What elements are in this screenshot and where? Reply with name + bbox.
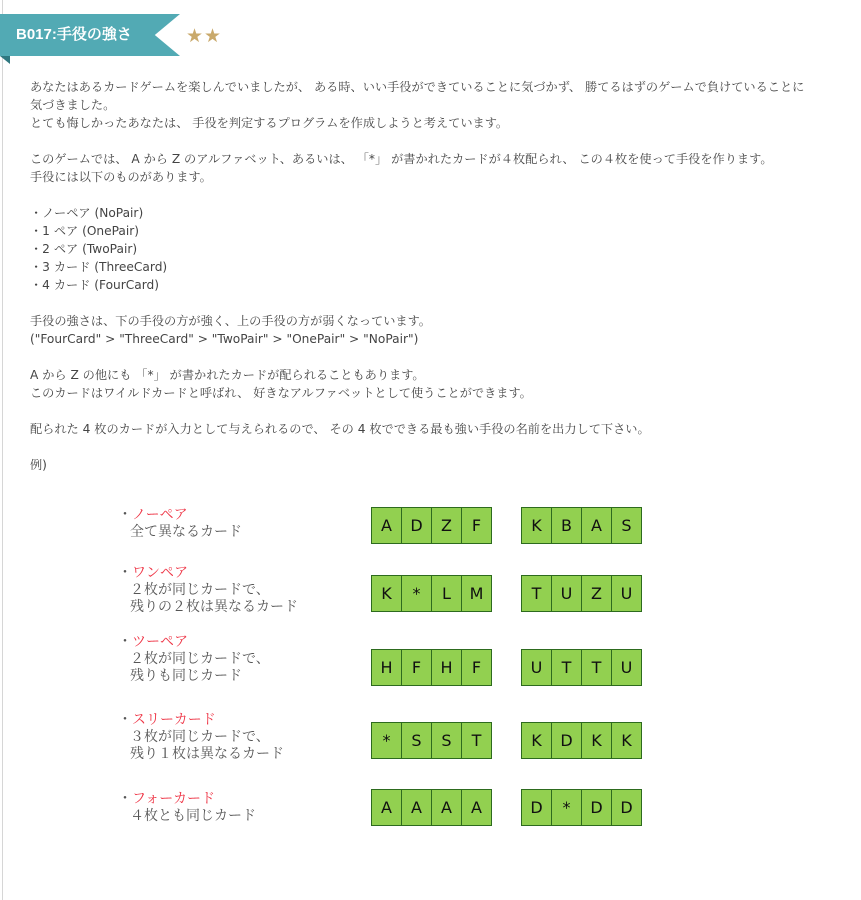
bullet: ・ (118, 634, 132, 650)
card: K (522, 723, 552, 758)
hand-description: 残りも同じカード (130, 668, 242, 684)
ribbon-fold (0, 56, 10, 64)
statement-line: あなたはあるカードゲームを楽しんでいましたが、 ある時、いい手役ができていることに気づかず、 勝てるはずのゲームで負けていることに (30, 80, 805, 94)
problem-statement (30, 78, 840, 474)
card: F (462, 650, 491, 685)
hand-name-line (118, 565, 298, 582)
card: * (402, 576, 432, 611)
statement-line: ・ノーペア (NoPair) (30, 206, 144, 220)
card: S (432, 723, 462, 758)
card-hand (521, 507, 642, 544)
paragraph-gap (30, 402, 840, 420)
card: K (372, 576, 402, 611)
card-hand (521, 649, 642, 686)
hand-description: ２枚が同じカードで、 (130, 651, 270, 667)
statement-line: 例) (30, 458, 47, 472)
card: T (462, 723, 491, 758)
difficulty-stars-icon: ★★ (186, 25, 223, 47)
hand-name: ノーペア (132, 507, 188, 523)
card: S (612, 508, 641, 543)
hand-description: 残り１枚は異なるカード (130, 746, 284, 762)
hand-name-line (118, 712, 284, 729)
card: A (402, 790, 432, 825)
statement-line: A から Z の他にも 「*」 が書かれたカードが配られることもあります。 (30, 368, 425, 382)
card-hand (371, 575, 492, 612)
card-hand (371, 649, 492, 686)
card: Z (432, 508, 462, 543)
paragraph-gap (30, 132, 840, 150)
card: S (402, 723, 432, 758)
card: A (582, 508, 612, 543)
statement-line: ・4 カード (FourCard) (30, 278, 160, 292)
card: U (612, 650, 641, 685)
hand-description: ２枚が同じカードで、 (130, 582, 270, 598)
page-title: B017:手役の強さ (16, 26, 132, 43)
card: D (612, 790, 641, 825)
card: A (372, 790, 402, 825)
bullet: ・ (118, 565, 132, 581)
hand-name: フォーカード (132, 791, 216, 807)
card: K (522, 508, 552, 543)
statement-line: とても悔しかったあなたは、 手役を判定するプログラムを作成しようと考えています。 (30, 116, 509, 130)
statement-line: 配られた 4 枚のカードが入力として与えられるので、 その 4 枚でできる最も強い手役の名前を出力して下さい。 (30, 422, 650, 436)
hand-name: ツーペア (132, 634, 188, 650)
card: L (432, 576, 462, 611)
card: H (372, 650, 402, 685)
card: T (522, 576, 552, 611)
card: * (372, 723, 402, 758)
card-hand (521, 789, 642, 826)
card: B (552, 508, 582, 543)
card: U (522, 650, 552, 685)
hand-label (118, 507, 242, 541)
statement-line: 手役の強さは、下の手役の方が強く、上の手役の方が弱くなっています。 (30, 314, 431, 328)
hand-label (118, 791, 256, 825)
card: D (552, 723, 582, 758)
left-border (2, 0, 3, 900)
card-hand (521, 722, 642, 759)
statement-line: ・3 カード (ThreeCard) (30, 260, 168, 274)
hand-label (118, 565, 298, 616)
paragraph-gap (30, 294, 840, 312)
card: M (462, 576, 491, 611)
statement-line: 手役には以下のものがあります。 (30, 170, 212, 184)
card: K (582, 723, 612, 758)
hand-description: ４枚とも同じカード (130, 808, 256, 824)
hand-description: 全て異なるカード (130, 524, 242, 540)
card: K (612, 723, 641, 758)
card: D (582, 790, 612, 825)
card: F (402, 650, 432, 685)
bullet: ・ (118, 507, 132, 523)
statement-line: ("FourCard" > "ThreeCard" > "TwoPair" > "OnePair" > "NoPair") (30, 332, 419, 346)
statement-line: このカードはワイルドカードと呼ばれ、 好きなアルファベットとして使うことができます。 (30, 386, 532, 400)
hand-label (118, 634, 270, 685)
hand-name-line (118, 634, 270, 651)
card: U (552, 576, 582, 611)
card: T (582, 650, 612, 685)
bullet: ・ (118, 712, 132, 728)
card-hand (371, 789, 492, 826)
card: A (432, 790, 462, 825)
card: H (432, 650, 462, 685)
card: Z (582, 576, 612, 611)
card: D (522, 790, 552, 825)
hand-label (118, 712, 284, 763)
bullet: ・ (118, 791, 132, 807)
hand-description: 残りの２枚は異なるカード (130, 599, 298, 615)
paragraph-gap (30, 186, 840, 204)
card: A (372, 508, 402, 543)
hand-name: ワンペア (132, 565, 188, 581)
hand-description: ３枚が同じカードで、 (130, 729, 270, 745)
hand-name-line (118, 507, 242, 524)
card: D (402, 508, 432, 543)
hand-name-line (118, 791, 256, 808)
statement-line: 気づきました。 (30, 98, 116, 112)
card: A (462, 790, 491, 825)
card-hand (371, 722, 492, 759)
hand-name: スリーカード (132, 712, 216, 728)
card: * (552, 790, 582, 825)
paragraph-gap (30, 438, 840, 456)
paragraph-gap (30, 348, 840, 366)
card: U (612, 576, 641, 611)
statement-line: ・2 ペア (TwoPair) (30, 242, 138, 256)
card: T (552, 650, 582, 685)
card-hand (521, 575, 642, 612)
statement-line: このゲームでは、 A から Z のアルファベット、あるいは、 「*」 が書かれたカードが４枚配られ、 この４枚を使って手役を作ります。 (30, 152, 773, 166)
card-hand (371, 507, 492, 544)
card: F (462, 508, 491, 543)
statement-line: ・1 ペア (OnePair) (30, 224, 140, 238)
